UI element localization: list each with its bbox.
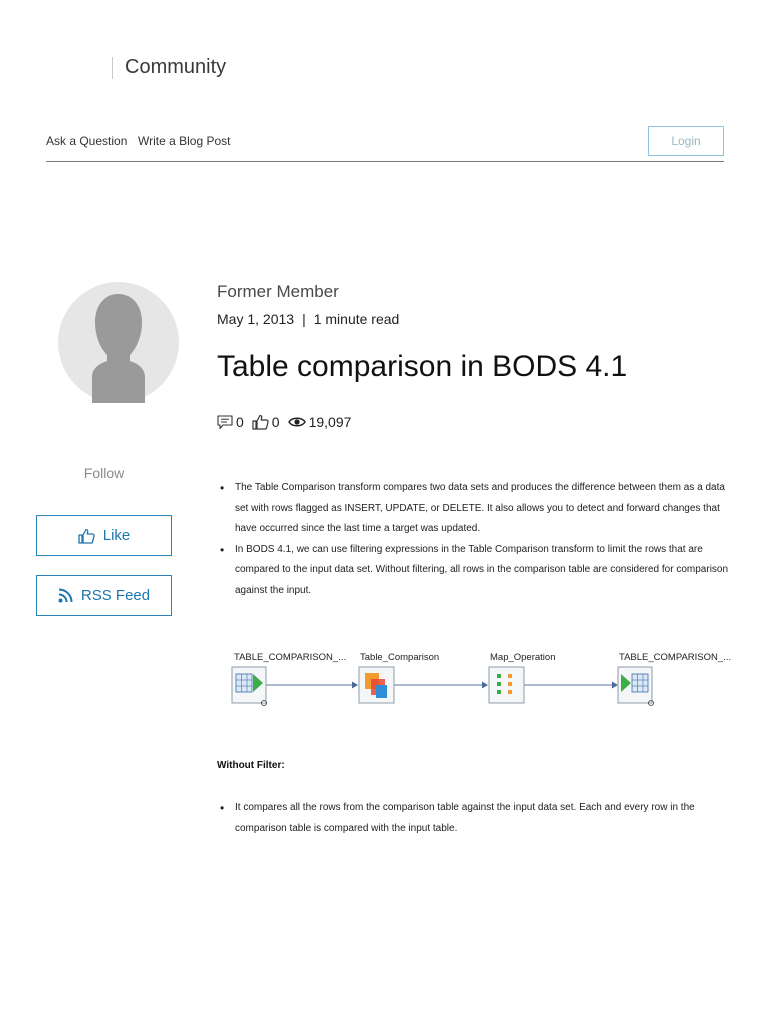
node-label-table-comparison: Table_Comparison: [360, 652, 440, 663]
without-filter-heading: Without Filter:: [217, 760, 285, 771]
connector-arrow: [482, 682, 488, 689]
post-title: Table comparison in BODS 4.1: [217, 350, 628, 383]
brand-name: Community: [125, 56, 227, 78]
read-time: 1 minute read: [313, 311, 400, 327]
dataflow-diagram: [228, 645, 732, 715]
meta-separator: |: [302, 311, 306, 327]
post-stats: [217, 414, 359, 430]
eye-icon: [288, 416, 306, 428]
connector-arrow: [612, 682, 618, 689]
comment-count-value: 0: [236, 414, 244, 430]
like-count[interactable]: [252, 414, 280, 430]
post-meta: [217, 311, 399, 327]
map-operation-node-icon[interactable]: [489, 667, 524, 703]
ask-question-link[interactable]: Ask a Question: [46, 134, 128, 148]
source-table-node-icon[interactable]: [232, 667, 267, 706]
node-label-source: TABLE_COMPARISON_...: [234, 652, 347, 663]
person-silhouette-icon: [58, 282, 179, 403]
thumbs-up-icon: [78, 528, 95, 544]
target-table-node-icon[interactable]: [618, 667, 654, 706]
without-filter-body: [217, 798, 732, 839]
top-navigation: [46, 126, 724, 162]
view-count: [288, 414, 352, 430]
list-item: • It compares all the rows from the comparison table against the input data set. Each and every row in the comparison table is compared with the input table.: [217, 798, 732, 839]
rss-feed-button[interactable]: [36, 575, 172, 616]
list-item: • In BODS 4.1, we can use filtering expressions in the Table Comparison transform to limit the rows that are compared to the input data set. Without filtering, all rows in the comparison table are considered for comparison against the input.: [217, 540, 732, 602]
brand[interactable]: [112, 56, 226, 79]
like-button[interactable]: [36, 515, 172, 556]
like-label: Like: [102, 527, 131, 544]
comment-count[interactable]: [217, 414, 244, 430]
follow-link[interactable]: Follow: [83, 465, 125, 481]
post-date: May 1, 2013: [217, 311, 295, 327]
node-label-target: TABLE_COMPARISON_...: [619, 652, 732, 663]
avatar: [58, 282, 179, 403]
comment-icon: [217, 415, 233, 430]
post-body: [217, 478, 732, 601]
connector-arrow: [352, 682, 358, 689]
write-blog-post-link[interactable]: Write a Blog Post: [138, 134, 231, 148]
rss-icon: [58, 588, 73, 603]
list-item: • The Table Comparison transform compares two data sets and produces the difference between them as a data set with rows flagged as INSERT, UPDATE, or DELETE. It also allows you to detect and forward changes that have occurred since the last time a target was updated.: [217, 478, 732, 540]
brand-divider: [112, 57, 113, 79]
table-comparison-node-icon[interactable]: [359, 667, 394, 703]
node-label-map-operation: Map_Operation: [490, 652, 556, 663]
rss-feed-label: RSS Feed: [80, 587, 151, 604]
bullet-list: [217, 798, 732, 839]
thumbs-up-outline-icon: [252, 414, 269, 430]
view-count-value: 19,097: [308, 414, 352, 430]
bullet-list: [217, 478, 732, 601]
like-count-value: 0: [271, 414, 280, 430]
login-button[interactable]: Login: [648, 126, 724, 156]
author-name[interactable]: Former Member: [217, 282, 339, 301]
